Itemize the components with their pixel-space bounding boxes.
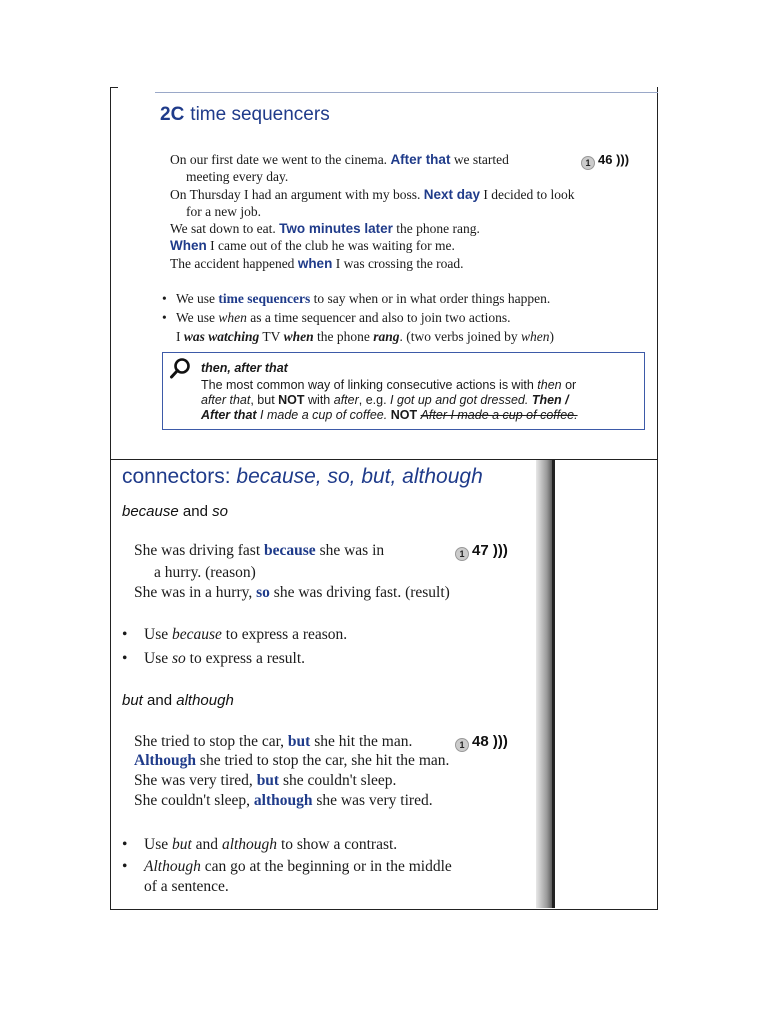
rule-bullet: • Use but and although to show a contrast. xyxy=(122,836,398,853)
magnifier-icon xyxy=(169,357,191,379)
rule-bullet: • We use when as a time sequencer and also to join two actions. xyxy=(162,310,511,325)
subheading-but-although: but and although xyxy=(122,692,234,709)
sound-icon: ))) xyxy=(492,542,508,559)
example-line: The accident happened when I was crossing the road. xyxy=(170,256,464,271)
rule-bullet: • Although can go at the beginning or in the middle xyxy=(122,858,452,875)
audio-track-46[interactable]: 1 46 ))) xyxy=(581,152,629,170)
tip-title: then, after that xyxy=(201,361,288,375)
section-number: 2C xyxy=(160,104,185,125)
example-line: On our first date we went to the cinema. After that we started xyxy=(170,152,509,167)
example-line: She was in a hurry, so she was driving fast. (result) xyxy=(134,584,450,601)
rule-bullet: • We use time sequencers to say when or in what order things happen. xyxy=(162,291,551,306)
tip-line: The most common way of linking consecutive actions is with then or xyxy=(201,378,577,392)
sound-icon: ))) xyxy=(492,733,508,750)
example-line: for a new job. xyxy=(186,204,261,219)
rule-bullet: • Use because to express a reason. xyxy=(122,626,348,643)
rule-example: I was watching TV when the phone rang. (two verbs joined by when) xyxy=(176,329,554,344)
example-line: Although she tried to stop the car, she hit the man. xyxy=(134,752,450,769)
cd-icon: 1 xyxy=(581,156,595,170)
example-line: On Thursday I had an argument with my boss. Next day I decided to look xyxy=(170,187,575,202)
example-line: She was very tired, but she couldn't sleep. xyxy=(134,772,397,789)
example-line: She was driving fast because she was in xyxy=(134,542,385,559)
audio-track-47[interactable]: 1 47 ))) xyxy=(455,542,508,561)
section-title: time sequencers xyxy=(190,104,330,125)
section-1-heading xyxy=(160,104,330,126)
example-line: She tried to stop the car, but she hit the man. xyxy=(134,733,413,750)
subheading-because-so: because and so xyxy=(122,503,228,520)
tip-line: After that I made a cup of coffee. NOT After I made a cup of coffee. xyxy=(201,408,578,422)
example-line: When I came out of the club he was waiting for me. xyxy=(170,238,455,253)
book-spine-edge xyxy=(552,460,555,908)
example-line: She couldn't sleep, although she was very tired. xyxy=(134,792,433,809)
rule-bullet: • Use so to express a result. xyxy=(122,650,306,667)
section-2-heading: connectors: because, so, but, although xyxy=(122,465,483,488)
crop-corner xyxy=(110,87,118,88)
example-line: We sat down to eat. Two minutes later the phone rang. xyxy=(170,221,480,236)
audio-track-48[interactable]: 1 48 ))) xyxy=(455,733,508,752)
tip-line: after that, but NOT with after, e.g. I got up and got dressed. Then / xyxy=(201,393,569,407)
example-line: a hurry. (reason) xyxy=(154,564,256,581)
tip-box xyxy=(162,352,645,430)
example-line: meeting every day. xyxy=(186,169,289,184)
cd-icon: 1 xyxy=(455,738,469,752)
section-divider xyxy=(155,92,658,93)
sound-icon: ))) xyxy=(616,152,630,167)
cd-icon: 1 xyxy=(455,547,469,561)
rule-bullet-continued: of a sentence. xyxy=(144,878,229,895)
